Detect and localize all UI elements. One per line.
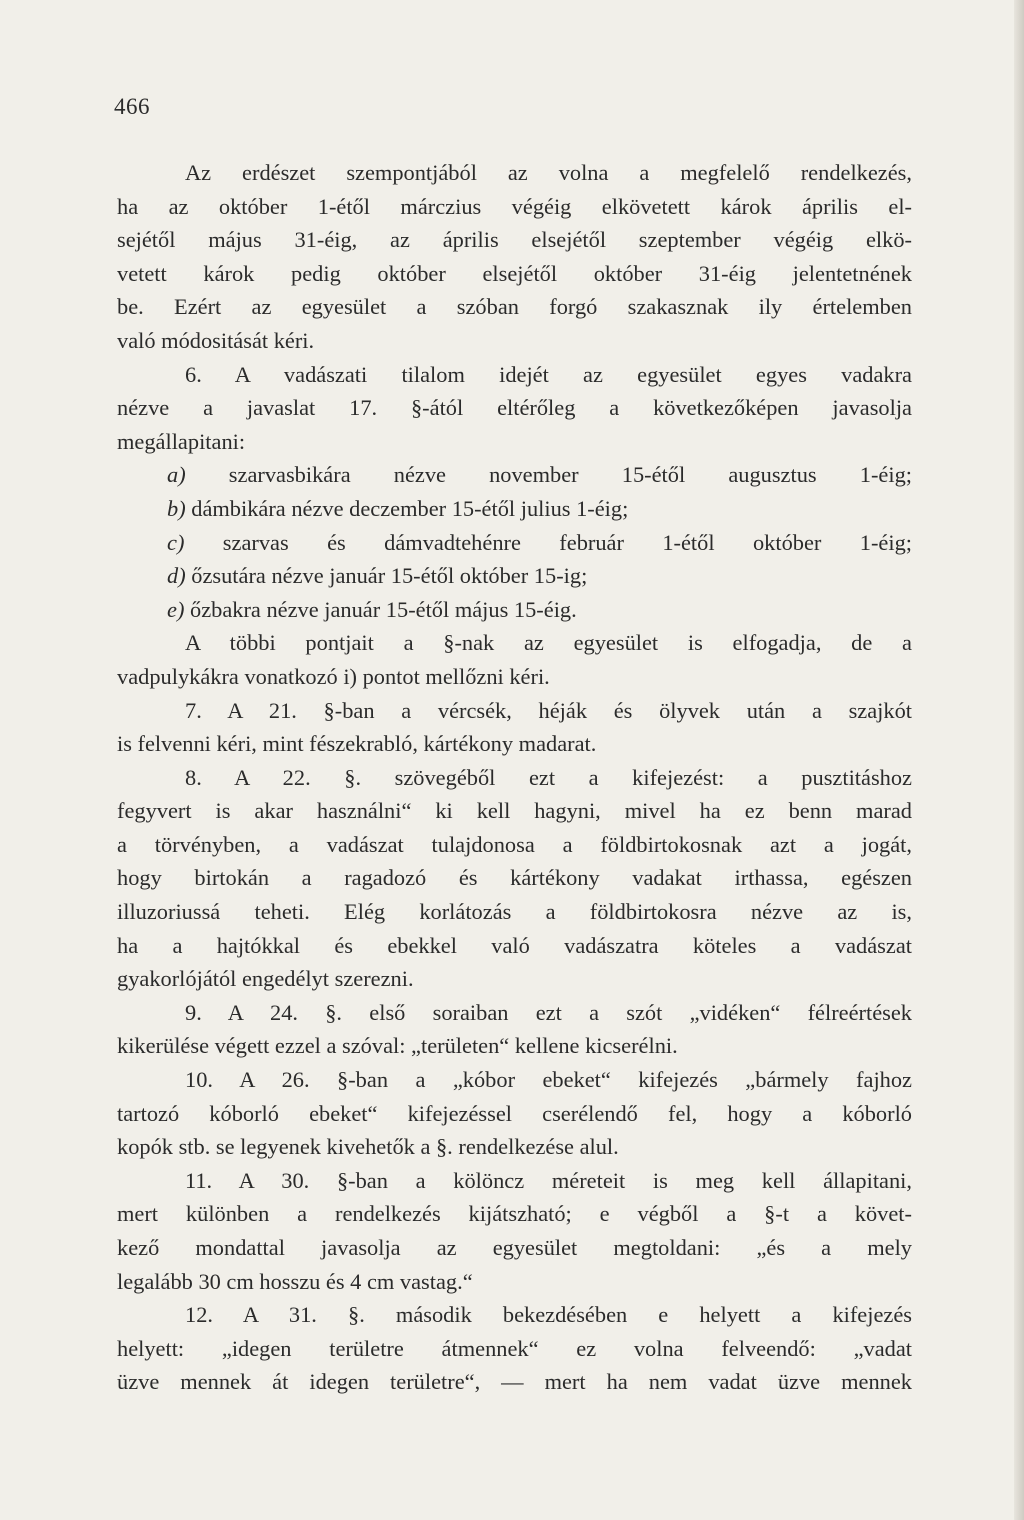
line-text: A többi pontjait a §-nak az egyesület is elfogadja, de a <box>185 630 912 656</box>
line-text: szarvasbikára nézve november 15-étől augusztus 1-éig; <box>185 462 912 488</box>
list-marker: d) <box>167 563 186 589</box>
text-line <box>117 425 912 459</box>
text-line <box>117 526 912 560</box>
line-text: legalább 30 cm hosszu és 4 cm vastag.“ <box>117 1268 473 1294</box>
text-line <box>117 727 912 761</box>
text-line <box>117 626 912 660</box>
text-line <box>117 996 912 1030</box>
line-text: üzve mennek át idegen területre“, — mert ha nem vadat üzve mennek <box>117 1369 912 1395</box>
list-marker: c) <box>167 529 185 555</box>
line-text: 12. A 31. §. második bekezdésében e helyett a kifejezés <box>185 1302 912 1328</box>
body-text <box>117 156 912 1399</box>
text-line <box>117 962 912 996</box>
line-text: kopók stb. se legyenek kivehetők a §. rendelkezése alul. <box>117 1134 619 1160</box>
text-line <box>117 324 912 358</box>
line-text: 7. A 21. §-ban a vércsék, héják és ölyvek után a szajkót <box>185 697 912 723</box>
text-line <box>117 290 912 324</box>
text-line <box>117 694 912 728</box>
line-text: 8. A 22. §. szövegéből ezt a kifejezést: a pusztitáshoz <box>185 764 912 790</box>
text-line <box>117 1130 912 1164</box>
line-text: gyakorlójától engedélyt szerezni. <box>117 966 414 992</box>
line-text: vadpulykákra vonatkozó i) pontot mellőzni kéri. <box>117 663 550 689</box>
line-text: megállapitani: <box>117 428 246 454</box>
text-line <box>117 458 912 492</box>
text-line <box>117 828 912 862</box>
line-text: 10. A 26. §-ban a „kóbor ebeket“ kifejezés „bármely fajhoz <box>185 1067 912 1093</box>
list-marker: e) <box>167 596 185 622</box>
text-line <box>117 492 912 526</box>
text-line <box>117 1164 912 1198</box>
page-edge <box>1014 0 1024 1520</box>
line-text: 6. A vadászati tilalom idejét az egyesület egyes vadakra <box>185 361 912 387</box>
line-text: őzbakra nézve január 15-étől május 15-éig. <box>184 596 577 622</box>
text-line <box>117 1231 912 1265</box>
text-line <box>117 1097 912 1131</box>
line-text: hogy birtokán a ragadozó és kártékony vadakat irthassa, egészen <box>117 865 912 891</box>
list-marker: a) <box>167 462 186 488</box>
text-line <box>117 1265 912 1299</box>
text-line <box>117 1029 912 1063</box>
text-line <box>117 1332 912 1366</box>
text-line <box>117 559 912 593</box>
line-text: a törvényben, a vadászat tulajdonosa a földbirtokosnak azt a jogát, <box>117 831 912 857</box>
line-text: is felvenni kéri, mint fészekrabló, kártékony madarat. <box>117 731 597 757</box>
line-text: helyett: „idegen területre átmennek“ ez volna felveendő: „vadat <box>117 1335 912 1361</box>
text-line <box>117 895 912 929</box>
text-line <box>117 1298 912 1332</box>
line-text: be. Ezért az egyesület a szóban forgó szakasznak ily értelemben <box>117 294 912 320</box>
line-text: való módositását kéri. <box>117 327 315 353</box>
line-text: őzsutára nézve január 15-étől október 15-ig; <box>185 563 588 589</box>
line-text: vetett károk pedig október elsejétől október 31-éig jelentetnének <box>117 260 912 286</box>
text-line <box>117 257 912 291</box>
line-text: sejétől május 31-éig, az április elsejétől szeptember végéig elkö- <box>117 227 912 253</box>
text-line <box>117 190 912 224</box>
text-line <box>117 1063 912 1097</box>
line-text: 9. A 24. §. első soraiban ezt a szót „vidéken“ félreértések <box>185 999 912 1025</box>
page-number: 466 <box>114 94 150 119</box>
text-line <box>117 156 912 190</box>
text-line <box>117 861 912 895</box>
line-text: szarvas és dámvadtehénre február 1-étől október 1-éig; <box>184 529 912 555</box>
text-line <box>117 1197 912 1231</box>
line-text: fegyvert is akar használni“ ki kell hagyni, mivel ha ez benn marad <box>117 798 912 824</box>
line-text: ha a hajtókkal és ebekkel való vadászatra köteles a vadászat <box>117 932 912 958</box>
text-line <box>117 929 912 963</box>
text-line <box>117 761 912 795</box>
line-text: kező mondattal javasolja az egyesület megtoldani: „és a mely <box>117 1235 912 1260</box>
text-line <box>117 1365 912 1399</box>
line-text: Az erdészet szempontjából az volna a megfelelő rendelkezés, <box>185 160 912 185</box>
line-text: nézve a javaslat 17. §-ától eltérőleg a következőképen javasolja <box>117 395 912 421</box>
line-text: illuzoriussá teheti. Elég korlátozás a földbirtokosra nézve az is, <box>117 899 912 925</box>
line-text: tartozó kóborló ebeket“ kifejezéssel cserélendő fel, hogy a kóborló <box>117 1100 912 1126</box>
line-text: kikerülése végett ezzel a szóval: „területen“ kellene kicserélni. <box>117 1033 678 1059</box>
text-line <box>117 223 912 257</box>
line-text: dámbikára nézve deczember 15-étől julius 1-éig; <box>185 495 629 521</box>
text-line <box>117 660 912 694</box>
line-text: mert különben a rendelkezés kijátszható; e végből a §-t a követ- <box>117 1201 912 1227</box>
list-marker: b) <box>167 495 186 521</box>
text-line <box>117 391 912 425</box>
text-line <box>117 593 912 627</box>
line-text: ha az október 1-étől márczius végéig elkövetett károk április el- <box>117 193 912 219</box>
text-line <box>117 794 912 828</box>
text-line <box>117 358 912 392</box>
line-text: 11. A 30. §-ban a kölöncz méreteit is meg kell állapitani, <box>185 1167 912 1193</box>
